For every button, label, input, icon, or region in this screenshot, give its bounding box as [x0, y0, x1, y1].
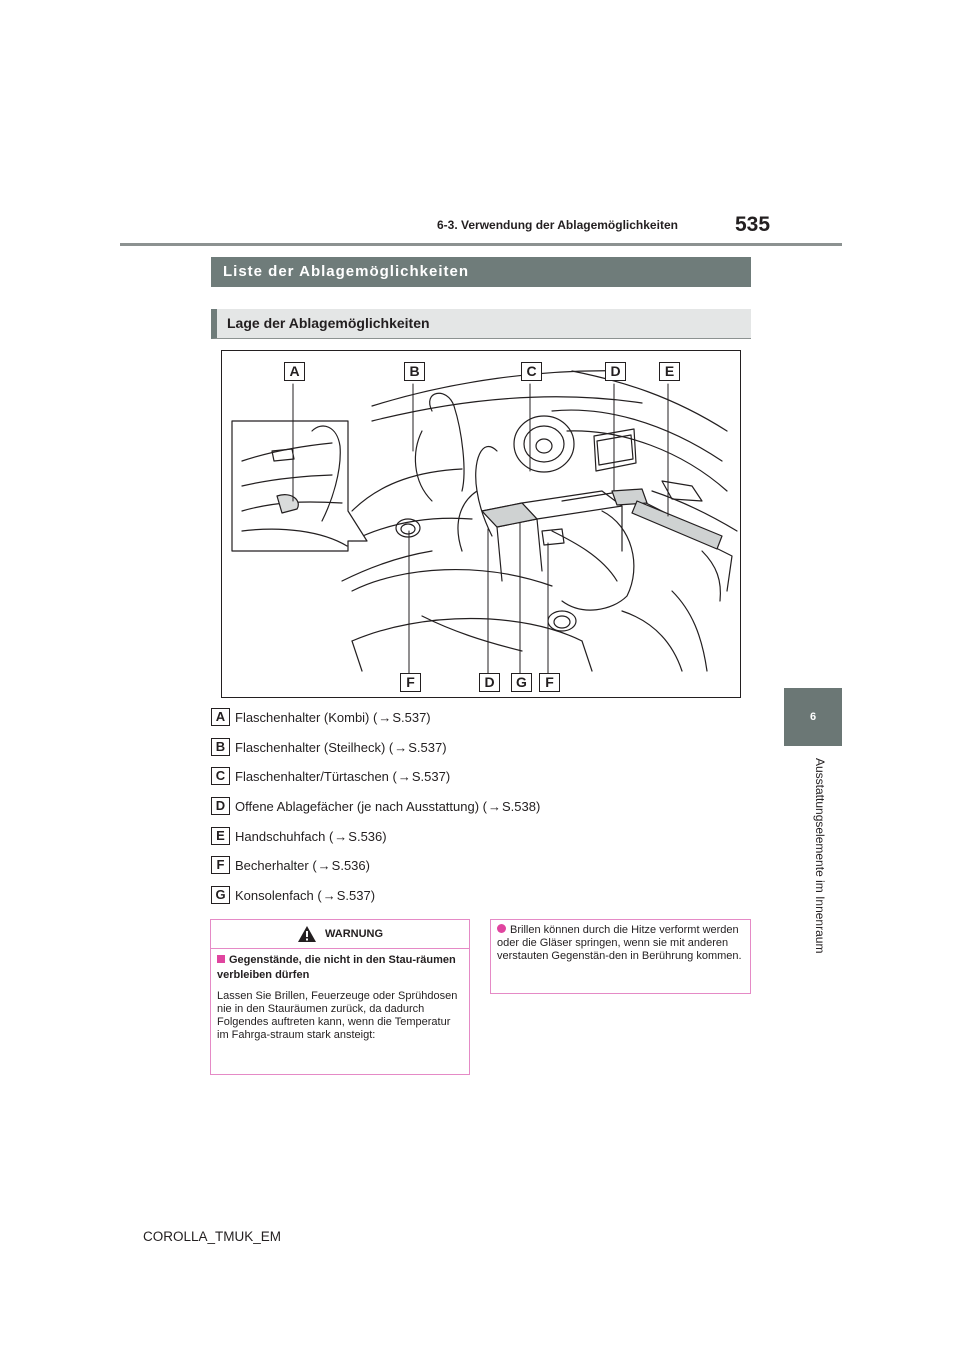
warning-header [211, 920, 469, 949]
warning-continuation-text: Brillen können durch die Hitze verformt werden oder die Gläser springen, wenn sie mit anderen verstauten Gegenstän-den in Berührung kommen. [497, 924, 742, 962]
chapter-label: Ausstattungselemente im Innenraum [813, 758, 827, 954]
warning-title [217, 953, 462, 983]
callout-e: E [659, 362, 680, 381]
legend-key: A [211, 708, 230, 726]
callout-d-bottom: D [479, 673, 500, 692]
section-title: Liste der Ablagemöglichkeiten [211, 257, 751, 287]
legend-item [211, 885, 375, 905]
header-divider [120, 243, 842, 246]
callout-c: C [521, 362, 542, 381]
car-interior-drawing [222, 351, 740, 697]
legend-item [211, 766, 450, 786]
page-reference-link[interactable]: S.538) [501, 798, 541, 814]
legend-key: B [211, 738, 230, 756]
page-reference-link[interactable]: S.537) [408, 739, 447, 755]
page-reference-link[interactable]: S.536) [331, 857, 370, 873]
page-reference-link[interactable]: S.537) [336, 887, 376, 903]
warning-continuation [497, 924, 745, 963]
page-reference-link[interactable]: S.536) [348, 828, 387, 844]
legend-text: Handschuhfach ( [235, 828, 334, 844]
subsection-title: Lage der Ablagemöglichkeiten [211, 309, 751, 339]
legend-text: Flaschenhalter (Kombi) ( [235, 709, 378, 725]
legend-text: Offene Ablagefächer (je nach Ausstattung) ( [235, 798, 487, 814]
legend-key: F [211, 856, 230, 874]
bullet-dot-icon [497, 924, 506, 933]
warning-body: Lassen Sie Brillen, Feuerzeuge oder Sprühdosen nie in den Stauräumen zurück, da dadurch Folgendes auftreten kann, wenn die Temperatur im Fahrga-straum stark ansteigt: [217, 990, 458, 1041]
legend-key: G [211, 886, 230, 904]
legend-text: Becherhalter ( [235, 857, 317, 873]
document-code: COROLLA_TMUK_EM [143, 1229, 282, 1244]
legend-text: Flaschenhalter/Türtaschen ( [235, 768, 397, 784]
reference-arrow: → [322, 887, 336, 903]
reference-arrow: → [394, 739, 408, 755]
legend-item [211, 826, 387, 846]
callout-g: G [511, 673, 532, 692]
warning-triangle-icon [297, 925, 317, 943]
callout-a: A [284, 362, 305, 381]
header-section-title: 6-3. Verwendung der Ablagemöglichkeiten [437, 218, 678, 232]
chapter-number: 6 [809, 711, 817, 723]
bullet-square-icon [217, 955, 225, 963]
legend-key: D [211, 797, 230, 815]
callout-f-left: F [400, 673, 421, 692]
chapter-tab[interactable] [784, 688, 842, 746]
warning-continuation-box [490, 919, 751, 994]
legend-item [211, 796, 540, 816]
reference-arrow: → [397, 768, 411, 784]
page-reference-link[interactable]: S.537) [411, 768, 451, 784]
legend-item [211, 737, 447, 757]
legend-text: Flaschenhalter (Steilheck) ( [235, 739, 394, 755]
reference-arrow: → [334, 828, 348, 844]
legend-key: C [211, 767, 230, 785]
page-number: 535 [735, 213, 771, 236]
reference-arrow: → [487, 798, 501, 814]
callout-f-right: F [539, 673, 560, 692]
warning-label: WARNUNG [324, 928, 384, 940]
reference-arrow: → [378, 709, 392, 725]
car-interior-illustration [221, 350, 741, 698]
legend-item [211, 707, 431, 727]
warning-box [210, 919, 470, 1075]
legend-item [211, 855, 370, 875]
reference-arrow: → [317, 857, 331, 873]
page-reference-link[interactable]: S.537) [392, 709, 431, 725]
callout-b: B [404, 362, 425, 381]
legend-text: Konsolenfach ( [235, 887, 322, 903]
warning-title-text: Gegenstände, die nicht in den Stau-räumen verbleiben dürfen [217, 954, 456, 981]
callout-d: D [605, 362, 626, 381]
legend-key: E [211, 827, 230, 845]
